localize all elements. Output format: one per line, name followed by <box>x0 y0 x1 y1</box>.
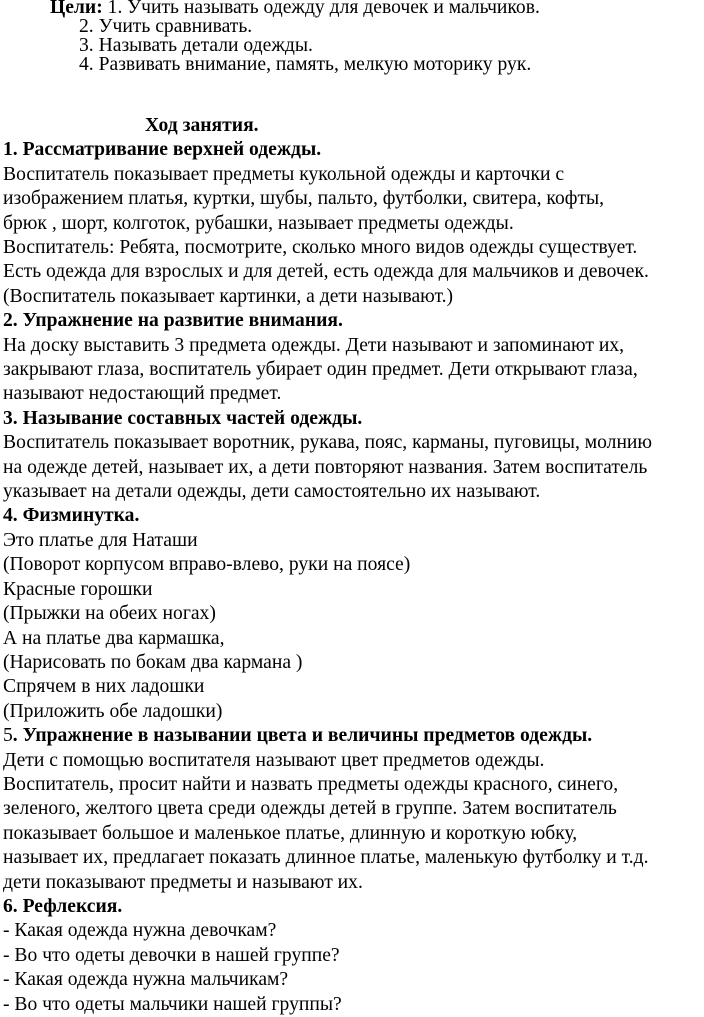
text-line: зеленого, желтого цвета среди одежды детей в группе. Затем воспитатель <box>3 798 617 820</box>
goal-item: 4. Развивать внимание, память, мелкую моторику рук. <box>79 54 532 75</box>
text-line: показывает большое и маленькое платье, длинную и короткую юбку, <box>3 822 578 844</box>
section-heading <box>3 724 701 748</box>
text-line: Это платье для Наташи <box>3 529 198 551</box>
section-heading: 4. Физминутка. <box>3 505 140 527</box>
goals-block <box>3 0 701 74</box>
document-page <box>3 0 701 1017</box>
goal-item: 2. Учить сравнивать. <box>79 16 253 37</box>
section <box>3 724 701 895</box>
text-line: Воспитатель показывает предметы кукольной одежды и карточки с <box>3 163 565 185</box>
text-line: На доску выставить 3 предмета одежды. Дети называют и запоминают их, <box>3 334 625 356</box>
course-title: Ход занятия. <box>145 115 259 136</box>
goal-item: 1. Учить называть одежду для девочек и мальчиков. <box>107 0 540 18</box>
text-line: Воспитатель, просит найти и назвать предметы одежды красного, синего, <box>3 773 619 795</box>
section <box>3 504 701 724</box>
section-heading: 1. Рассматривание верхней одежды. <box>3 139 322 161</box>
text-line: закрывают глаза, воспитатель убирает один предмет. Дети открывают глаза, <box>3 359 638 381</box>
text-line: - Какая одежда нужна мальчикам? <box>3 969 289 991</box>
text-line: дети показывают предметы и называют их. <box>3 871 363 893</box>
section <box>3 309 701 407</box>
goals-label: Цели: <box>50 0 103 18</box>
goal-item: 3. Называть детали одежды. <box>79 35 313 56</box>
section-heading: 6. Рефлексия. <box>3 895 123 917</box>
text-line: (Прыжки на обеих ногах) <box>3 603 216 625</box>
text-line: называют недостающий предмет. <box>3 383 282 405</box>
text-line: указывает на детали одежды, дети самостоятельно их называют. <box>3 481 541 503</box>
text-line: Красные горошки <box>3 578 153 600</box>
text-line: Дети с помощью воспитателя называют цвет предметов одежды. <box>3 749 545 771</box>
section-heading: 2. Упражнение на развитие внимания. <box>3 310 343 332</box>
text-line: Воспитатель: Ребята, посмотрите, сколько много видов одежды существует. <box>3 237 638 259</box>
text-line: (Воспитатель показывает картинки, а дети называют.) <box>3 285 454 307</box>
text-line: называет их, предлагает показать длинное платье, маленькую футболку и т.д. <box>3 847 649 869</box>
text-line: (Нарисовать по бокам два кармана ) <box>3 651 303 673</box>
text-line: изображением платья, куртки, шубы, пальто, футболки, свитера, кофты, <box>3 188 605 210</box>
text-line: Есть одежда для взрослых и для детей, есть одежда для мальчиков и девочек. <box>3 261 649 283</box>
text-line: (Приложить обе ладошки) <box>3 700 223 722</box>
section-heading: 3. Называние составных частей одежды. <box>3 407 363 429</box>
text-line: (Поворот корпусом вправо-влево, руки на поясе) <box>3 554 411 576</box>
section <box>3 895 701 1017</box>
text-line: на одежде детей, называет их, а дети повторяют названия. Затем воспитатель <box>3 456 648 478</box>
section <box>3 407 701 505</box>
section-heading-text: . Упражнение в назывании цвета и величины предметов одежды. <box>12 725 593 747</box>
section <box>3 138 701 309</box>
section-heading-number: 5 <box>3 725 13 747</box>
text-line: - Какая одежда нужна девочкам? <box>3 920 277 942</box>
text-line: Спрячем в них ладошки <box>3 676 205 698</box>
text-line: А на платье два кармашка, <box>3 627 225 649</box>
text-line: брюк , шорт, колготок, рубашки, называет предметы одежды. <box>3 212 514 234</box>
text-line: - Во что одеты мальчики нашей группы? <box>3 993 342 1015</box>
text-line: - Во что одеты девочки в нашей группе? <box>3 944 340 966</box>
text-line: Воспитатель показывает воротник, рукава, пояс, карманы, пуговицы, молнию <box>3 432 653 454</box>
